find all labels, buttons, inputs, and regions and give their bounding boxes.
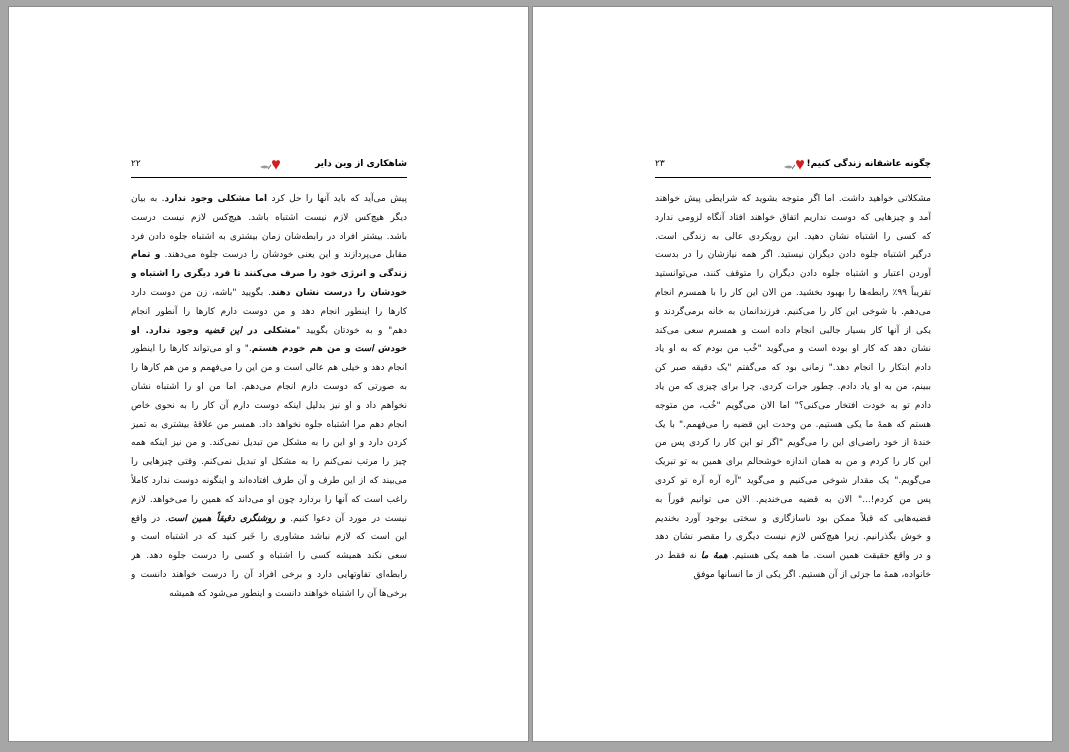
text-run: قضیه‌هایی که قبلاً ممکن بود ناسازگاری و سختی بوجود آورد بخندیم — [655, 513, 931, 524]
text-line — [131, 472, 407, 491]
text-run: می‌بیند که از این طرف و آن طرف افتاده‌اند و اینگونه دوست ندارد کاملاً — [131, 475, 407, 486]
text-run: می‌دهم. با شوخی این کار را می‌کنیم. فرزندانمان به خانه برمی‌گردند و — [655, 306, 931, 317]
text-line — [655, 284, 931, 303]
text-run: خندهٔ از خود راضی‌ای این را می‌گویم "اگر تو این کار را کردی پس من — [655, 438, 931, 449]
text-run: می‌گویم." یک مقدار شوخی می‌کنیم و می‌گوید "آره آره آره تو کردی — [655, 475, 931, 486]
emphasized-text: و من هم خودم هستم — [251, 344, 355, 355]
text-line — [131, 284, 407, 303]
text-run: . به بیان — [131, 194, 165, 204]
page-header — [131, 157, 407, 178]
text-run: که کسی را اشتباه نشان دهید. این رویکردی عالی به زندگی است. — [655, 231, 931, 242]
text-run: نخواهم داد و او نیز بدلیل اینکه دوست دارم آن کار را به نحوی خاص — [131, 400, 407, 411]
text-line — [131, 434, 407, 453]
text-run: رابطه‌ای تفاوتهایی دارد و برخی افراد آن را درست خواهند دانست و — [131, 569, 407, 580]
heart-rose-icon — [783, 158, 805, 174]
header-title: چگونه عاشقانه زندگی کنیم! — [806, 159, 931, 169]
text-line — [131, 453, 407, 472]
text-line — [655, 566, 931, 585]
text-line — [131, 340, 407, 359]
emphasized-text: زندگی و انرژی خود را صرف می‌کنند تا فرد دیگری را اشتباه و — [131, 269, 407, 280]
emphasized-text: اما مشکلی وجود ندارد — [164, 194, 268, 204]
text-run: خانواده، همهٔ ما جزئی از آن هستیم. اگر یکی از ما انسانها موفق — [693, 569, 931, 580]
emphasized-text: خودشان را درست نشان دهند — [270, 287, 407, 298]
emphasized-text: و تمام — [131, 250, 161, 261]
header-title: شاهکاری از وین دایر — [315, 159, 407, 169]
emphasized-text: خودش — [373, 344, 407, 355]
text-line — [131, 416, 407, 435]
text-run: باشد. بیشتر افراد در رابطه‌شان زمان بیشتری به اشتباه جلوه دادن فرد — [131, 231, 407, 242]
text-line — [655, 359, 931, 378]
text-run: آمد و چیزهایی که دوست نداریم اتفاق خواهند افتاد آنگاه لزومی ندارد — [655, 212, 931, 223]
text-run: دادم تو به خودت افتخار می‌کنی؟" اما الان می‌گویم "خُب، من متوجه — [655, 400, 931, 411]
text-line — [655, 209, 931, 228]
text-line — [655, 378, 931, 397]
text-run: انجام دهم مرا اشتباه جلوه نخواهد داد. همسر من علاقهٔ بیشتری به تمیز — [131, 419, 407, 430]
text-run: نیست در مورد آن دعوا کنیم. — [285, 513, 407, 524]
text-run: دیگر هیچ‌کس لازم نیست اشتباه باشد. هیچ‌کس لازم نیست درست — [131, 212, 407, 223]
text-run: به صورتی که دوست دارم انجام می‌دهم. اما من او را اشتباه نشان — [131, 381, 407, 392]
text-run: درگیر اشتباه جلوه دادن دیگران نیستید. اگر همه نیازشان را در بدست — [655, 250, 931, 261]
text-run: هستم که همهٔ ما یکی هستیم. من وحدت این قضیه را می‌فهمم." با یک — [655, 419, 931, 430]
text-run: چیز را مرتب نمی‌کنم را به مشکل او تبدیل نمی‌کنم. وقتی چیزهایی را — [131, 457, 407, 468]
page-number: ۲۳ — [655, 159, 665, 169]
text-line — [655, 265, 931, 284]
text-line — [131, 228, 407, 247]
text-line — [655, 228, 931, 247]
text-line — [131, 209, 407, 228]
text-line — [655, 491, 931, 510]
text-run: انجام دهد و خیلی هم عالی است و من این را می‌فهمم و من هم کارها را — [131, 363, 407, 374]
text-line — [131, 528, 407, 547]
text-line — [655, 190, 931, 209]
text-run: . بگویید "باشه، زن من دوست دارد — [131, 287, 271, 298]
text-run: ." و او می‌تواند کارها را اینطور — [131, 344, 252, 355]
emphasized-text: وجود ندارد. او — [131, 325, 205, 336]
text-line — [655, 416, 931, 435]
text-line — [131, 265, 407, 284]
page-body-text — [131, 190, 407, 604]
text-run: ببینم، من به او یاد دادم. چطور جرات کردی. چرا برای چیزی که من یاد — [655, 381, 931, 392]
text-run: مشکلاتی خواهید داشت. اما اگر متوجه بشوید که شرایطی پیش خواهند — [655, 194, 931, 204]
text-line — [655, 322, 931, 341]
text-line — [131, 547, 407, 566]
heart-rose-icon — [259, 158, 281, 174]
page-header — [655, 157, 931, 178]
emphasized-text: است — [354, 344, 374, 355]
text-run: مقابل می‌پردازند و این یعنی خودشان را درست جلوه می‌دهند. — [160, 250, 407, 261]
text-run: نه فقط در — [655, 551, 701, 562]
text-line — [131, 378, 407, 397]
text-line — [655, 510, 931, 529]
emphasized-text: این قضیه — [204, 325, 242, 336]
text-line — [131, 491, 407, 510]
text-line — [655, 303, 931, 322]
text-line — [655, 547, 931, 566]
page-23 — [532, 6, 1053, 742]
text-line — [655, 246, 931, 265]
text-run: برخی‌ها آن را اشتباه خواهند دانست و اینطور می‌شود که همیشه — [169, 588, 407, 599]
text-line — [131, 359, 407, 378]
text-run: راغب است که آنها را بردارد چون او می‌داند که همین را می‌خواهد. لازم — [131, 494, 407, 505]
text-line — [131, 510, 407, 529]
emphasized-text: مشکلی در — [241, 325, 297, 336]
text-run: پس من کردم!..." الان به قضیه می‌خندیم. الان می توانیم فوراً به — [655, 494, 931, 505]
text-line — [131, 397, 407, 416]
text-run: نشان دهد که کار او بوده است و می‌گوید "خُب من بودم که به او یاد — [655, 344, 931, 355]
text-run: دهم" و به خودتان بگویید " — [296, 325, 407, 336]
text-line — [131, 322, 407, 341]
text-run: یکی از آنها کار بسیار جالبی انجام داده است و همسرم سعی می‌کند — [655, 325, 931, 336]
text-run: این است که لازم نباشد مشاوری را خَبر کنید که در اشتباه است و — [131, 532, 407, 543]
page-number: ۲۲ — [131, 159, 141, 169]
text-run: سعی نکند همیشه کسی را اشتباه و کسی را درست جلوه دهد. هر — [131, 551, 407, 562]
emphasized-text: و روشنگری دقیقاً همین است — [167, 513, 286, 524]
text-run: کارها را اینطور انجام دهد و من دوست دارم کارها را آنطور انجام — [131, 306, 407, 317]
text-line — [655, 397, 931, 416]
page-body-text — [655, 190, 931, 585]
text-run: پیش می‌آید که باید آنها را حل کرد — [267, 194, 407, 204]
text-run: کردن دارد و او این را به مشکل من تبدیل نمی‌کند. و من نیز اینکه همه — [131, 438, 407, 449]
text-run: . در واقع — [131, 513, 168, 524]
text-line — [131, 246, 407, 265]
text-run: آوردن اعتبار و اشتباه جلوه دادن دیگران را متوقف کنند، می‌توانستید — [655, 269, 931, 280]
text-run: و در واقع حقیقت همین است. ما همه یکی هستیم. — [727, 551, 931, 562]
text-line — [655, 434, 931, 453]
text-line — [131, 566, 407, 585]
page-22 — [8, 6, 529, 742]
text-run: و خوش بگذرانیم. زیرا هیچ‌کس لازم نیست دیگری را مقصر نشان دهد — [655, 532, 931, 543]
text-line — [655, 340, 931, 359]
text-run: دادم ابتکار را انجام دهد." زمانی بود که می‌گفتم "یک دقیقه صبر کن — [655, 363, 931, 374]
text-line — [131, 190, 407, 209]
text-line — [655, 472, 931, 491]
text-run: تقریباً ۹۹٪ رابطه‌ها را بهبود بخشید. من الان این کار را با همسرم انجام — [655, 287, 931, 298]
text-line — [655, 528, 931, 547]
text-line — [655, 453, 931, 472]
text-line — [131, 585, 407, 604]
text-run: این کار را کردم و من به همان اندازه خوشحالم برای همین به تو تبریک — [655, 457, 931, 468]
text-line — [131, 303, 407, 322]
emphasized-text: همهٔ ما — [700, 551, 728, 562]
